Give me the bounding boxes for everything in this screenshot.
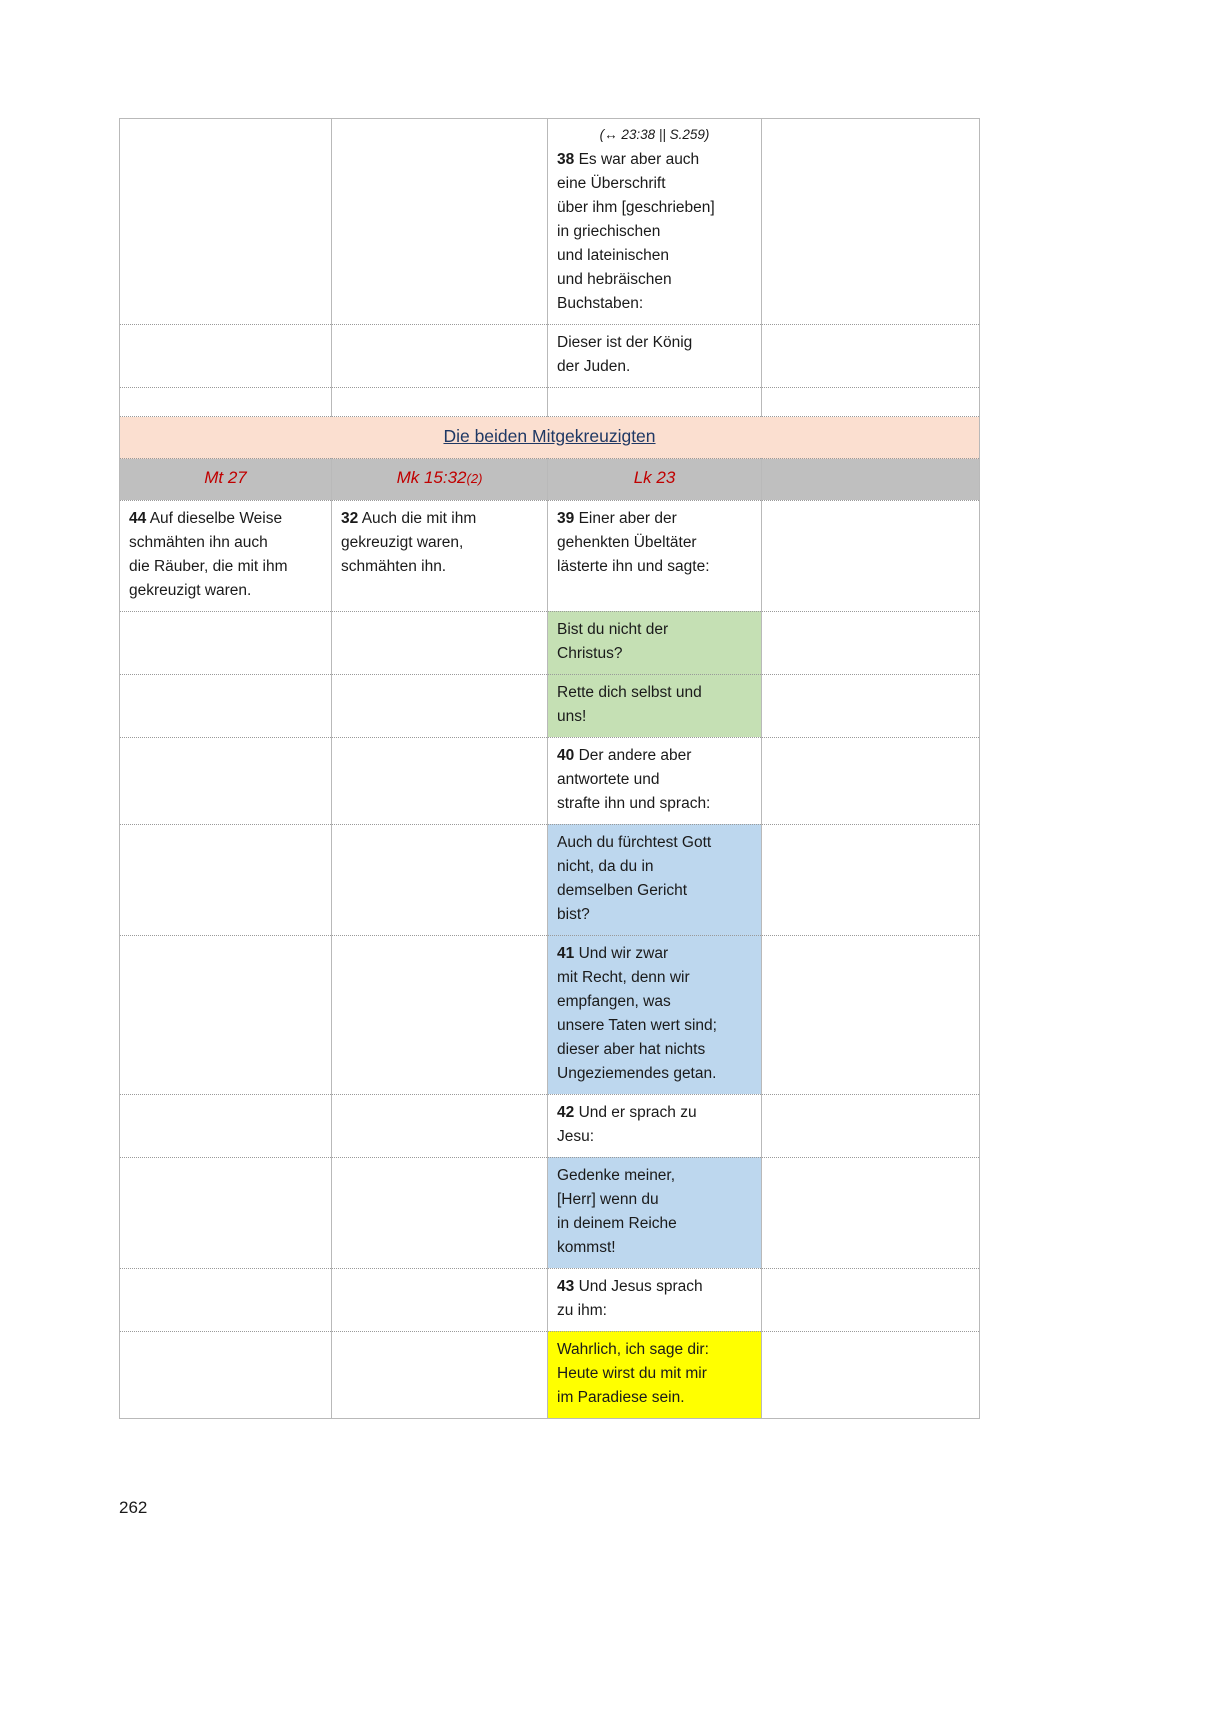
cell-notes-empty: [762, 500, 980, 611]
cell-mt-empty: [120, 1331, 332, 1418]
verse-line: empfangen, was: [557, 992, 671, 1010]
verse-line: Und Jesus sprach: [578, 1277, 703, 1295]
table-row: [120, 737, 980, 824]
cell-notes-empty: [762, 388, 980, 417]
verse-line: im Paradiese sein.: [557, 1389, 685, 1407]
verse-line: Christus?: [557, 644, 623, 662]
verse-line: Bist du nicht der: [557, 620, 669, 638]
cell-lk-quote-christus: [548, 611, 762, 674]
verse-line: unsere Taten wert sind;: [557, 1016, 717, 1034]
verse-line: uns!: [557, 707, 587, 725]
synopsis-table: [119, 118, 980, 1419]
verse-line: Einer aber der: [578, 509, 677, 527]
cell-mt-empty: [120, 935, 332, 1094]
cell-mt-empty: [120, 824, 332, 935]
column-ref-lk: [548, 459, 762, 500]
cell-mt-empty: [120, 1268, 332, 1331]
cell-notes-empty: [762, 119, 980, 325]
cell-notes-empty: [762, 935, 980, 1094]
cell-mt-empty: [120, 674, 332, 737]
verse-text: [557, 744, 752, 816]
verse-line: Heute wirst du mit mir: [557, 1365, 707, 1382]
table-row: [120, 325, 980, 388]
cell-lk-verse-38: [548, 119, 762, 325]
verse-line: Der andere aber: [578, 746, 692, 764]
verse-line: Es war aber auch: [578, 150, 700, 168]
cell-notes-empty: [762, 824, 980, 935]
column-ref-suffix: (2): [466, 471, 483, 487]
cell-notes-empty: [762, 737, 980, 824]
cell-notes-empty: [762, 1268, 980, 1331]
table-row: [120, 500, 980, 611]
verse-line: demselben Gericht: [557, 881, 688, 899]
verse-line: und hebräischen: [557, 271, 672, 288]
verse-line: Gedenke meiner,: [557, 1166, 676, 1184]
cell-notes-empty: [762, 1094, 980, 1157]
cross-reference: (↔ 23:38 || S.259): [599, 127, 710, 142]
section-title-cell: [120, 417, 980, 459]
section-title: Die beiden Mitgekreuzigten: [443, 426, 656, 447]
verse-line: die Räuber, die mit ihm: [129, 557, 288, 575]
cell-lk-quote-rette-dich: [548, 674, 762, 737]
verse-text: [557, 1275, 752, 1323]
verse-line: gekreuzigt waren,: [341, 533, 464, 551]
verse-line: Wahrlich, ich sage dir:: [557, 1340, 709, 1358]
verse-line: Auf dieselbe Weise: [149, 509, 283, 527]
verse-line: dieser aber hat nichts: [557, 1040, 706, 1058]
page-number: 262: [119, 1498, 148, 1517]
cell-mt-empty: [120, 1157, 332, 1268]
verse-number: 44: [129, 509, 147, 527]
cell-mt-verse-44: [120, 500, 332, 611]
cell-lk-quote-gedenke-meiner: [548, 1157, 762, 1268]
verse-text: [557, 681, 752, 729]
verse-line: in griechischen: [557, 222, 661, 240]
verse-line: in deinem Reiche: [557, 1214, 677, 1232]
cell-lk-verse-39: [548, 500, 762, 611]
cell-lk-verse-42: [548, 1094, 762, 1157]
column-ref-mk: [332, 459, 548, 500]
cell-mt-empty: [120, 737, 332, 824]
cell-mk-empty: [332, 1094, 548, 1157]
cell-lk-verse-43: [548, 1268, 762, 1331]
verse-line: Dieser ist der König: [557, 334, 693, 352]
verse-line: mit Recht, denn wir: [557, 968, 690, 986]
verse-text: [557, 1164, 752, 1260]
cell-mk-verse-32: [332, 500, 548, 611]
table-row: [120, 1268, 980, 1331]
verse-number: 42: [557, 1103, 575, 1121]
verse-number: 38: [557, 150, 575, 168]
cell-notes-empty: [762, 325, 980, 388]
verse-line: bist?: [557, 905, 590, 923]
column-ref-label: Lk 23: [633, 468, 676, 488]
verse-number: 41: [557, 944, 575, 962]
verse-line: kommst!: [557, 1238, 616, 1256]
verse-line: zu ihm:: [557, 1301, 607, 1319]
verse-text: [129, 507, 322, 603]
verse-line: gehenkten Übeltäter: [557, 533, 697, 551]
table-row: [120, 1331, 980, 1418]
cell-notes-empty: [762, 674, 980, 737]
table-row: [120, 935, 980, 1094]
verse-number: 40: [557, 746, 575, 764]
section-title-row: [120, 417, 980, 459]
cell-mt-empty: [120, 325, 332, 388]
verse-line: antwortete und: [557, 770, 660, 788]
table-row: [120, 119, 980, 325]
cell-notes-empty: [762, 1157, 980, 1268]
cell-mk-empty: [332, 1331, 548, 1418]
cell-mt-empty: [120, 388, 332, 417]
table-row: [120, 674, 980, 737]
cell-mk-empty: [332, 1157, 548, 1268]
verse-line: über ihm [geschrieben]: [557, 198, 715, 216]
column-ref-label: Mk 15:32: [396, 468, 467, 488]
synopsis-table-wrapper: [119, 118, 979, 1419]
column-ref-mt: [120, 459, 332, 500]
table-row: [120, 824, 980, 935]
verse-line: schmähten ihn auch: [129, 533, 268, 551]
cell-mk-empty: [332, 611, 548, 674]
verse-number: 43: [557, 1277, 575, 1295]
cell-notes-empty: [762, 611, 980, 674]
verse-line: der Juden.: [557, 358, 631, 376]
verse-text: [557, 331, 752, 379]
verse-text: [557, 507, 752, 579]
verse-line: Rette dich selbst und: [557, 683, 702, 701]
verse-text: [341, 507, 538, 579]
cell-mk-empty: [332, 388, 548, 417]
cell-mk-empty: [332, 674, 548, 737]
cell-lk-inscription: [548, 325, 762, 388]
cell-mk-empty: [332, 325, 548, 388]
cell-mt-empty: [120, 611, 332, 674]
verse-text: [557, 831, 752, 927]
verse-number: 39: [557, 509, 575, 527]
verse-text: [557, 1338, 752, 1410]
verse-line: lästerte ihn und sagte:: [557, 557, 710, 575]
cell-notes-empty: [762, 1331, 980, 1418]
column-reference-row: [120, 459, 980, 500]
verse-text: [557, 1101, 752, 1149]
cell-mk-empty: [332, 824, 548, 935]
cell-mk-empty: [332, 737, 548, 824]
cell-lk-empty: [548, 388, 762, 417]
verse-text: [557, 618, 752, 666]
table-row: [120, 1157, 980, 1268]
verse-line: Auch du fürchtest Gott: [557, 833, 712, 851]
verse-line: Ungeziemendes getan.: [557, 1064, 717, 1082]
cell-mt-empty: [120, 119, 332, 325]
verse-line: schmähten ihn.: [341, 557, 447, 575]
cell-mk-empty: [332, 119, 548, 325]
cell-lk-verse-40: [548, 737, 762, 824]
column-ref-label: Mt 27: [204, 468, 247, 488]
cell-lk-quote-fuerchtest-gott: [548, 824, 762, 935]
cell-mt-empty: [120, 1094, 332, 1157]
verse-text: [557, 148, 752, 316]
verse-text: [557, 942, 752, 1086]
cell-lk-verse-41: [548, 935, 762, 1094]
verse-line: Und wir zwar: [578, 944, 669, 962]
verse-line: Und er sprach zu: [578, 1103, 697, 1121]
cell-mk-empty: [332, 935, 548, 1094]
verse-line: Jesu:: [557, 1127, 595, 1145]
cell-lk-quote-paradies: [548, 1331, 762, 1418]
verse-line: Buchstaben:: [557, 295, 644, 313]
verse-line: strafte ihn und sprach:: [557, 794, 711, 812]
table-row-spacer: [120, 388, 980, 417]
verse-line: eine Überschrift: [557, 174, 666, 192]
verse-number: 32: [341, 509, 359, 527]
column-ref-notes: [762, 459, 980, 500]
verse-line: gekreuzigt waren.: [129, 581, 252, 599]
cell-mk-empty: [332, 1268, 548, 1331]
verse-line: Auch die mit ihm: [361, 509, 477, 527]
table-row: [120, 611, 980, 674]
verse-line: und lateinischen: [557, 246, 670, 264]
table-row: [120, 1094, 980, 1157]
verse-line: [Herr] wenn du: [557, 1190, 659, 1208]
verse-line: nicht, da du in: [557, 857, 654, 875]
